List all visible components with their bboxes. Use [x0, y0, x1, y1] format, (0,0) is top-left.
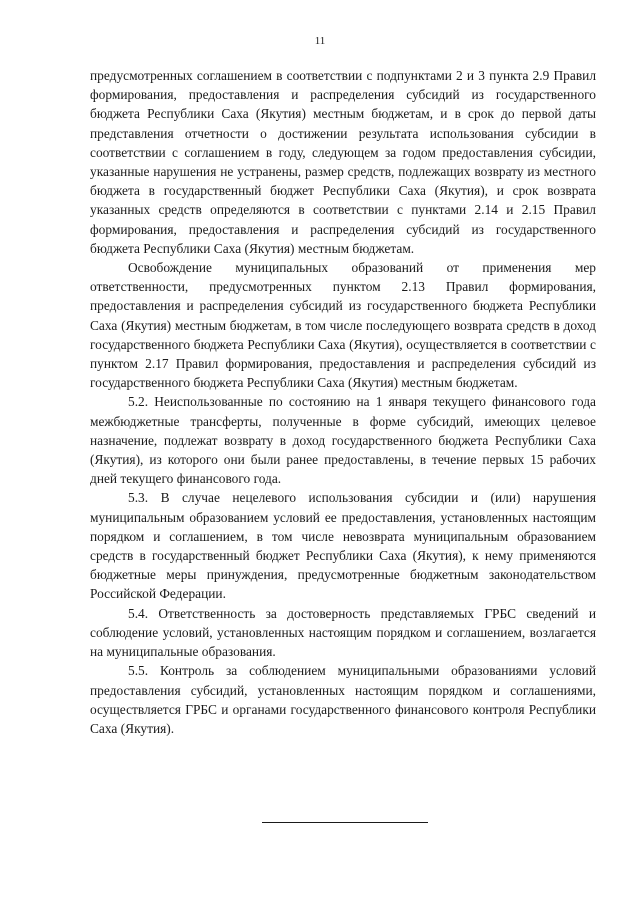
paragraph-5-3: 5.3. В случае нецелевого использования субсидии и (или) нарушения муниципальным образованием условий ее предоставления, установленных настоящим порядком и соглашением, в том числе невозврата муниципальным образованием средств в государственный бюджет Республики Саха (Якутия), к нему применяются бюджетные меры принуждения, предусмотренные бюджетным законодательством Российской Федерации.	[90, 490, 596, 602]
paragraph-5-2: 5.2. Неиспользованные по состоянию на 1 января текущего финансового года межбюджетные трансферты, полученные в форме субсидий, имеющих целевое назначение, подлежат возврату в доход государственного бюджета Республики Саха (Якутия), из которого они были ранее предоставлены, в течение первых 15 рабочих дней текущего финансового года.	[90, 394, 596, 487]
paragraph-continuation: предусмотренных соглашением в соответствии с подпунктами 2 и 3 пункта 2.9 Правил формирования, предоставления и распределения субсидий из государственного бюджета Республики Саха (Якутия) местным бюджетам, и в срок до первой даты представления отчетности о достижении результата использования субсидии в соответствии с соглашением в году, следующем за годом предоставления субсидии, указанные нарушения не устранены, размер средств, подлежащих возврату из местного бюджета в государственный бюджет Республики Саха (Якутия), и срок возврата указанных средств определяются в соответствии с пунктами 2.14 и 2.15 Правил формирования, предоставления и распределения субсидий из государственного бюджета Республики Саха (Якутия) местным бюджетам.	[90, 68, 596, 256]
page-number: 11	[314, 35, 326, 47]
paragraph-5-4: 5.4. Ответственность за достоверность представляемых ГРБС сведений и соблюдение условий, установленных настоящим порядком и соглашением, возлагается на муниципальные образования.	[90, 605, 596, 660]
paragraph-5-5: 5.5. Контроль за соблюдением муниципальными образованиями условий предоставления субсидий, установленных настоящим порядком и соглашениями, осуществляется ГРБС и органами государственного финансового контроля Республики Саха (Якутия).	[90, 663, 596, 736]
end-of-document-rule	[262, 822, 428, 823]
paragraph-exemption: Освобождение муниципальных образований от применения мер ответственности, предусмотренных пунктом 2.13 Правил формирования, предоставления и распределения субсидий из государственного бюджета Республики Саха (Якутия) местным бюджетам, в том числе последующего возврата средств в доход государственного бюджета Республики Саха (Якутия), осуществляется в соответствии с пунктом 2.17 Правил формирования, предоставления и распределения субсидий из государственного бюджета Республики Саха (Якутия) местным бюджетам.	[90, 260, 596, 391]
document-body	[90, 66, 596, 738]
